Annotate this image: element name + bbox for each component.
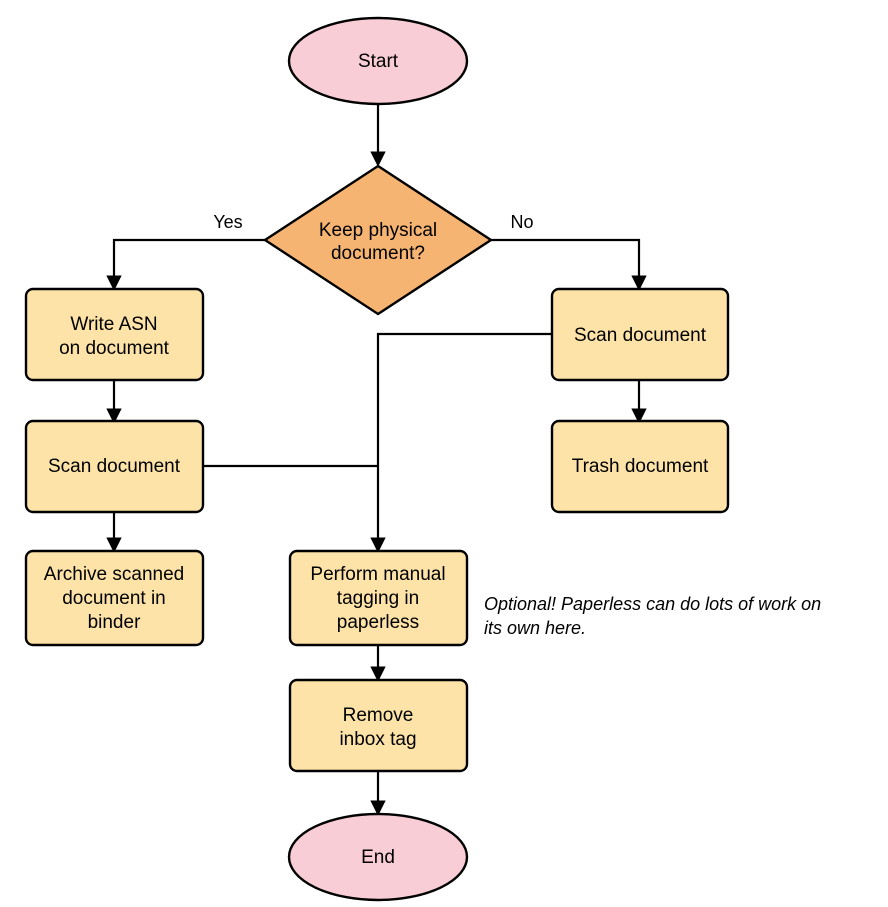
edge-decision-no-to-scan-right — [491, 240, 639, 287]
node-scan-document-left[interactable] — [26, 421, 203, 512]
edge-label-no: No — [510, 212, 534, 232]
node-scan-document-left-label: Scan document — [47, 456, 181, 478]
node-keep-physical-document[interactable] — [265, 166, 491, 314]
node-start[interactable] — [289, 18, 467, 104]
node-end-label: End — [361, 847, 395, 869]
edge-label-yes: Yes — [213, 212, 243, 232]
node-trash-label: Trash document — [571, 456, 709, 478]
node-archive-label-line2: document in — [62, 588, 166, 610]
node-archive-label-line1: Archive scanned — [43, 564, 185, 586]
node-tagging-label-line2: tagging in — [336, 588, 420, 610]
node-start-label: Start — [357, 51, 399, 73]
edge-scan-right-to-tagging — [378, 334, 552, 549]
annotation-line-2: its own here. — [484, 618, 587, 638]
annotation-line-1: Optional! Paperless can do lots of work on — [484, 594, 822, 614]
node-write-asn-label-line1: Write ASN — [70, 314, 158, 336]
node-remove-inbox-label-line1: Remove — [342, 705, 414, 727]
node-decision-label-line2: document? — [330, 243, 426, 265]
node-archive-label-line3: binder — [87, 612, 141, 634]
node-trash-document[interactable] — [552, 421, 728, 512]
node-tagging-label-line1: Perform manual — [310, 564, 446, 586]
node-perform-manual-tagging[interactable] — [290, 551, 467, 645]
node-end[interactable] — [289, 814, 467, 900]
node-remove-inbox-label-line2: inbox tag — [339, 729, 417, 751]
node-tagging-label-line3: paperless — [336, 612, 420, 634]
node-write-asn[interactable] — [26, 289, 203, 380]
node-scan-document-right-label: Scan document — [573, 325, 707, 347]
edge-decision-yes-to-write-asn — [114, 240, 265, 287]
node-archive-scanned-document[interactable] — [26, 551, 203, 645]
node-scan-document-right[interactable] — [552, 289, 728, 380]
node-decision-label-line1: Keep physical — [318, 220, 438, 242]
node-remove-inbox-tag[interactable] — [290, 680, 467, 771]
node-write-asn-label-line2: on document — [59, 338, 169, 360]
annotation-optional-note — [484, 594, 821, 638]
